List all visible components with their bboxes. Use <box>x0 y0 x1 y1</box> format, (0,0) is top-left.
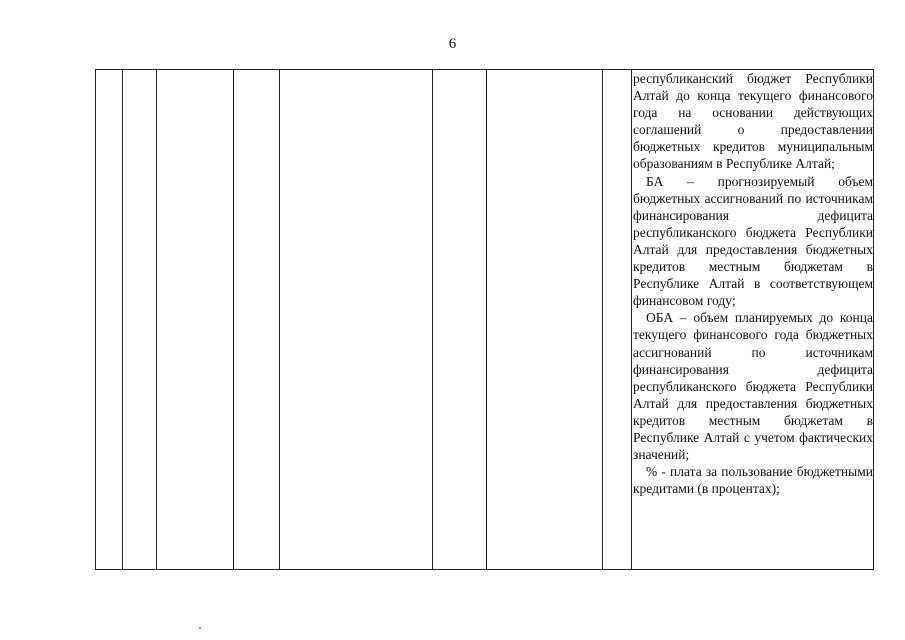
legend-paragraph-ba: БА – прогнозируемый объем бюджетных ассигнований по источникам финансирования дефицита республиканского бюджета Республики Алтай для предоставления бюджетных кредитов местным бюджетам в Республике Алтай в соответствующем финансовом году; <box>633 173 873 309</box>
table-column-divider <box>486 70 487 569</box>
document-table <box>95 69 874 570</box>
table-column-divider <box>602 70 603 569</box>
legend-paragraph-percent: % - плата за пользование бюджетными кредитами (в процентах); <box>633 464 873 497</box>
table-column-divider <box>156 70 157 569</box>
table-column-divider <box>432 70 433 569</box>
table-column-divider <box>122 70 123 569</box>
page-number: 6 <box>448 36 457 52</box>
legend-paragraph-oba: ОБА – объем планируемых до конца текущего финансового года бюджетных ассигнований по источникам финансирования дефицита республиканского бюджета Республики Алтай для предоставления бюджетных кредитов местным бюджетам в Республике Алтай с учетом фактических значений; <box>633 310 873 463</box>
table-column-divider <box>631 70 632 569</box>
legend-paragraph-continuation: республиканский бюджет Республики Алтай до конца текущего финансового года на основании действующих соглашений о предоставлении бюджетных кредитов муниципальным образованиям в Республике Алтай; <box>633 71 873 172</box>
table-column-divider <box>233 70 234 569</box>
table-column-divider <box>279 70 280 569</box>
table-cell-formula-legend <box>633 70 873 569</box>
scan-speck <box>199 627 201 629</box>
